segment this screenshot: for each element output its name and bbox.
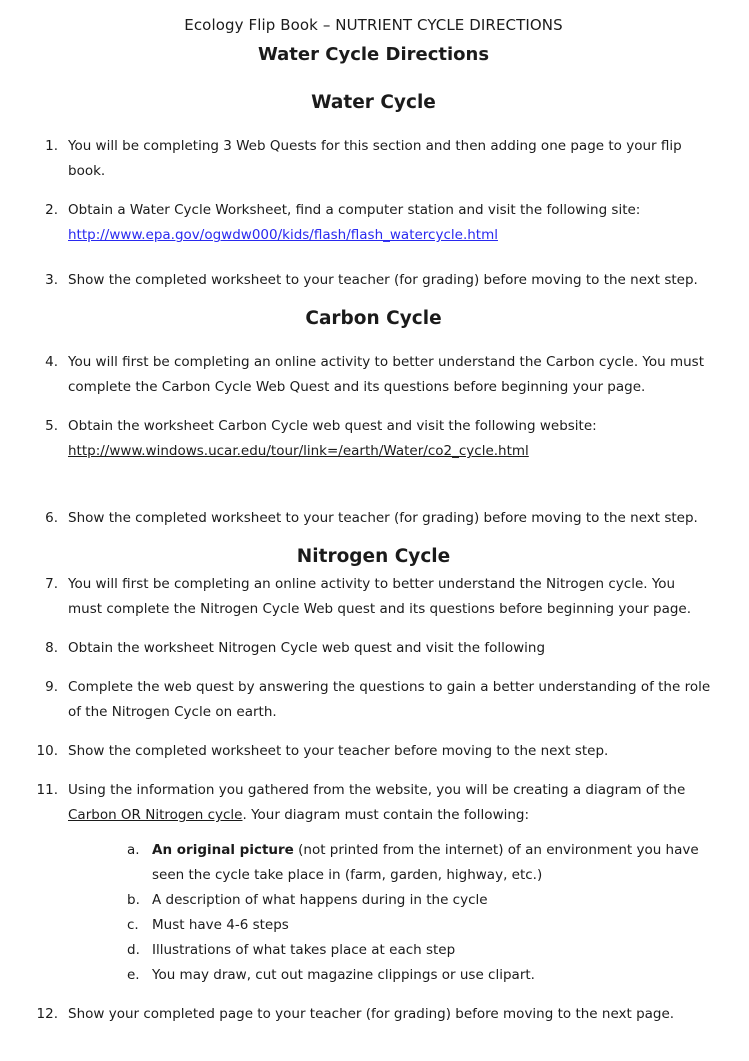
sub-list-item-e [127, 963, 713, 988]
underlined-phrase: Carbon OR Nitrogen cycle [68, 807, 243, 823]
sub-list-item-d [127, 938, 713, 963]
item-text [58, 414, 713, 464]
item-number: 10. [36, 743, 58, 759]
item-text: You will first be completing an online activity to better understand the Carbon cycle. You must complete the Carbon Cycle Web Quest and its questions before beginning your page. [68, 354, 704, 395]
sub-item-letter: e. [127, 967, 140, 983]
item-text-segment: Using the information you gathered from the website, you will be creating a diagram of the [68, 782, 686, 798]
doc-title: Ecology Flip Book – NUTRIENT CYCLE DIRECTIONS [184, 16, 563, 34]
list-item-3 [34, 268, 713, 293]
list-item-9 [34, 675, 713, 725]
item-number: 8. [45, 640, 58, 656]
sub-item-text: Illustrations of what takes place at each step [152, 942, 456, 958]
item-text: You will be completing 3 Web Quests for this section and then adding one page to your flip book. [68, 138, 682, 179]
sub-list-item-a [127, 838, 713, 888]
item-text-line: Obtain the worksheet Carbon Cycle web quest and visit the following website: [68, 418, 597, 434]
section-heading-carbon: Carbon Cycle [305, 308, 442, 329]
list-item-8 [34, 636, 713, 661]
carbon-cycle-link[interactable]: http://www.windows.ucar.edu/tour/link=/earth/Water/co2_cycle.html [68, 443, 529, 459]
item-text [58, 778, 713, 828]
item-text: Obtain the worksheet Nitrogen Cycle web quest and visit the following [68, 640, 546, 656]
item-number: 6. [45, 510, 58, 526]
list-item-2 [34, 198, 713, 248]
item-number: 2. [45, 202, 58, 218]
sub-item-letter: b. [127, 892, 140, 908]
page-title: Water Cycle Directions [257, 44, 490, 65]
item-number: 12. [36, 1006, 58, 1022]
item-number: 9. [45, 679, 58, 695]
sub-item-text: You may draw, cut out magazine clippings or use clipart. [152, 967, 535, 983]
item-number: 1. [45, 138, 58, 154]
item-number: 11. [36, 782, 58, 798]
section-heading-water: Water Cycle [311, 92, 436, 113]
sub-item-letter: d. [127, 942, 140, 958]
sub-item-letter: a. [127, 842, 140, 858]
sub-item-letter: c. [127, 917, 139, 933]
item-text: Complete the web quest by answering the questions to gain a better understanding of the role of the Nitrogen Cycle on earth. [68, 679, 711, 720]
list-item-11 [34, 778, 713, 828]
item-text: You will first be completing an online activity to better understand the Nitrogen cycle. You must complete the Nitrogen Cycle Web quest and its questions before beginning your page. [68, 576, 692, 617]
list-item-12 [34, 1002, 713, 1027]
item-text-segment: . Your diagram must contain the following: [242, 807, 530, 823]
item-number: 7. [45, 576, 58, 592]
item-text: Show the completed worksheet to your teacher (for grading) before moving to the next step. [68, 272, 698, 288]
sub-list [127, 838, 713, 988]
item-text-line: Obtain a Water Cycle Worksheet, find a computer station and visit the following site: [68, 202, 641, 218]
item-text: Show the completed worksheet to your teacher (for grading) before moving to the next step. [68, 510, 698, 526]
list-item-6 [34, 506, 713, 531]
item-number: 5. [45, 418, 58, 434]
bold-phrase: An original picture [152, 842, 294, 858]
sub-list-item-c [127, 913, 713, 938]
item-text [58, 198, 713, 248]
item-text: Show the completed worksheet to your teacher before moving to the next step. [68, 743, 609, 759]
sub-item-text [143, 838, 713, 888]
list-item-5 [34, 414, 713, 464]
list-item-4 [34, 350, 713, 400]
item-number: 4. [45, 354, 58, 370]
item-text: Show your completed page to your teacher (for grading) before moving to the next page. [68, 1006, 675, 1022]
item-number: 3. [45, 272, 58, 288]
sub-item-text: Must have 4-6 steps [152, 917, 289, 933]
list-item-7 [34, 572, 713, 622]
section-heading-nitrogen: Nitrogen Cycle [296, 546, 451, 567]
sub-item-text: A description of what happens during in the cycle [152, 892, 488, 908]
water-cycle-link[interactable]: http://www.epa.gov/ogwdw000/kids/flash/flash_watercycle.html [68, 227, 498, 243]
sub-item-text-rest: (not printed from the internet) of an environment you have seen the cycle take place in (farm, garden, highway, etc.) [152, 842, 699, 883]
list-item-10 [34, 739, 713, 764]
sub-list-item-b [127, 888, 713, 913]
list-item-1 [34, 134, 713, 184]
